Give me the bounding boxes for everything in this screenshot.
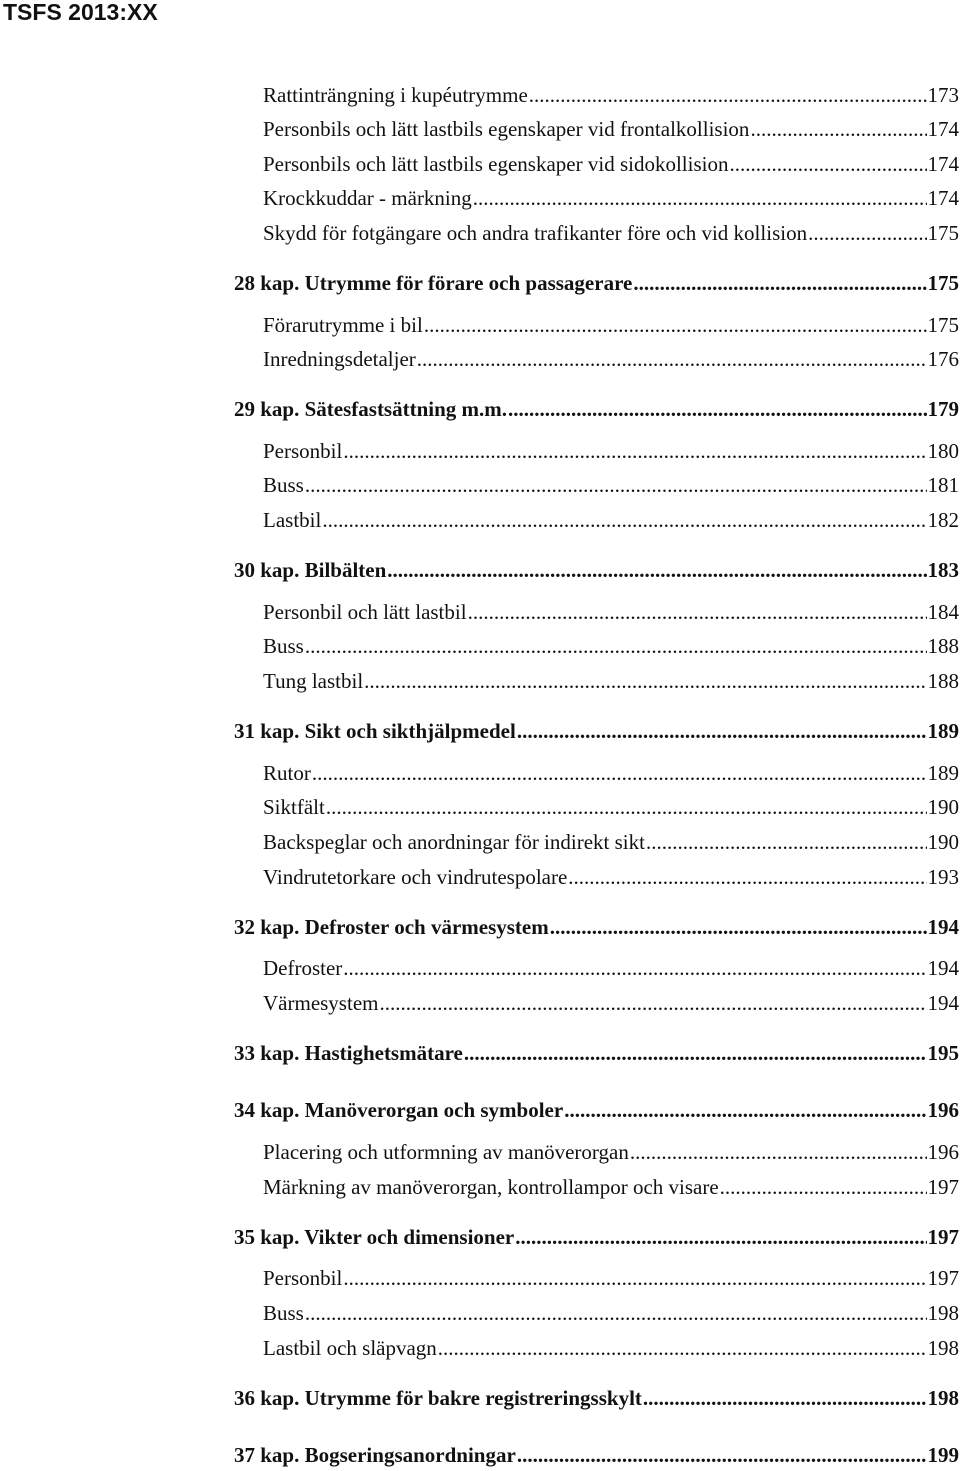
dot-leader	[808, 218, 926, 248]
toc-entry-title: 37 kap. Bogseringsanordningar	[234, 1443, 516, 1467]
toc-section-entry[interactable]	[234, 114, 959, 144]
dot-leader	[508, 394, 926, 424]
dot-leader	[438, 1333, 927, 1363]
toc-page-number: 196	[927, 1098, 959, 1122]
toc-page-number: 194	[927, 956, 959, 980]
dot-leader	[529, 80, 927, 110]
toc-page-number: 197	[927, 1225, 959, 1249]
dot-leader	[720, 1172, 927, 1202]
toc-entry-title: Förarutrymme i bil	[263, 313, 423, 337]
dot-leader	[515, 1222, 926, 1252]
toc-entry-title: Buss	[263, 634, 304, 658]
toc-entry-title: Personbil	[263, 1266, 343, 1290]
dot-leader	[643, 1383, 927, 1413]
toc-entry-title: 32 kap. Defroster och värmesystem	[234, 915, 549, 939]
dot-leader	[424, 310, 927, 340]
toc-chapter-entry[interactable]	[234, 1038, 959, 1068]
dot-leader	[322, 505, 926, 535]
toc-section-entry[interactable]	[234, 597, 959, 627]
toc-page-number: 175	[927, 271, 959, 295]
toc-page-number: 194	[927, 991, 959, 1015]
toc-page-number: 183	[927, 558, 959, 582]
toc-entry-title: Defroster	[263, 956, 343, 980]
toc-page-number: 190	[927, 795, 959, 819]
toc-entry-title: Backspeglar och anordningar för indirekt sikt	[263, 830, 645, 854]
toc-section-entry[interactable]	[234, 1298, 959, 1328]
toc-page-number: 188	[927, 669, 959, 693]
toc-page-number: 189	[927, 761, 959, 785]
dot-leader	[379, 988, 926, 1018]
toc-entry-title: Märkning av manöverorgan, kontrollampor och visare	[263, 1175, 719, 1199]
toc-page-number: 174	[927, 117, 959, 141]
toc-page-number: 180	[927, 439, 959, 463]
toc-chapter-entry[interactable]	[234, 268, 959, 298]
document-header: TSFS 2013:XX	[3, 0, 158, 25]
toc-chapter-entry[interactable]	[234, 1383, 959, 1413]
toc-section-entry[interactable]	[234, 149, 959, 179]
toc-chapter-entry[interactable]	[234, 1222, 959, 1252]
toc-chapter-entry[interactable]	[234, 394, 959, 424]
toc-page-number: 198	[927, 1386, 959, 1410]
toc-entry-title: Siktfält	[263, 795, 325, 819]
dot-leader	[305, 631, 927, 661]
toc-entry-title: 36 kap. Utrymme för bakre registreringsskylt	[234, 1386, 642, 1410]
toc-page-number: 175	[927, 313, 959, 337]
toc-page-number: 175	[927, 221, 959, 245]
toc-entry-title: 34 kap. Manöverorgan och symboler	[234, 1098, 564, 1122]
dot-leader	[312, 758, 927, 788]
dot-leader	[343, 436, 926, 466]
dot-leader	[468, 597, 927, 627]
toc-entry-title: Rutor	[263, 761, 311, 785]
toc-chapter-entry[interactable]	[234, 716, 959, 746]
toc-page-number: 174	[927, 152, 959, 176]
toc-page-number: 173	[927, 83, 959, 107]
dot-leader	[750, 114, 926, 144]
toc-entry-title: 29 kap. Sätesfastsättning m.m.	[234, 397, 508, 421]
toc-section-entry[interactable]	[234, 666, 959, 696]
toc-page-number: 198	[927, 1301, 959, 1325]
dot-leader	[473, 183, 927, 213]
toc-page-number: 195	[927, 1041, 959, 1065]
toc-page-number: 199	[927, 1443, 959, 1467]
dot-leader	[343, 953, 926, 983]
toc-section-entry[interactable]	[234, 1172, 959, 1202]
toc-entry-title: Vindrutetorkare och vindrutespolare	[263, 865, 568, 889]
toc-page-number: 176	[927, 347, 959, 371]
toc-page-number: 196	[927, 1140, 959, 1164]
toc-section-entry[interactable]	[234, 862, 959, 892]
toc-entry-title: 33 kap. Hastighetsmätare	[234, 1041, 463, 1065]
toc-entry-title: 28 kap. Utrymme för förare och passagerare	[234, 271, 633, 295]
dot-leader	[550, 912, 927, 942]
dot-leader	[305, 1298, 927, 1328]
toc-entry-title: Tung lastbil	[263, 669, 364, 693]
toc-entry-title: 31 kap. Sikt och sikthjälpmedel	[234, 719, 516, 743]
dot-leader	[517, 716, 927, 746]
dot-leader	[517, 1440, 927, 1470]
dot-leader	[343, 1263, 926, 1293]
toc-chapter-entry[interactable]	[234, 555, 959, 585]
toc-entry-title: Buss	[263, 1301, 304, 1325]
dot-leader	[387, 555, 926, 585]
toc-section-entry[interactable]	[234, 505, 959, 535]
toc-page-number: 181	[927, 473, 959, 497]
toc-entry-title: 30 kap. Bilbälten	[234, 558, 387, 582]
toc-entry-title: Personbils och lätt lastbils egenskaper vid frontalkollision	[263, 117, 750, 141]
toc-page-number: 179	[927, 397, 959, 421]
toc-page-number: 189	[927, 719, 959, 743]
toc-page-number: 197	[927, 1175, 959, 1199]
toc-section-entry[interactable]	[234, 470, 959, 500]
toc-page-number: 194	[927, 915, 959, 939]
toc-entry-title: Inredningsdetaljer	[263, 347, 416, 371]
toc-section-entry[interactable]	[234, 436, 959, 466]
toc-section-entry[interactable]	[234, 631, 959, 661]
toc-section-entry[interactable]	[234, 310, 959, 340]
dot-leader	[326, 792, 927, 822]
toc-entry-title: Lastbil och släpvagn	[263, 1336, 437, 1360]
toc-page-number: 198	[927, 1336, 959, 1360]
toc-section-entry[interactable]	[234, 1263, 959, 1293]
toc-entry-title: Lastbil	[263, 508, 322, 532]
toc-page-number: 182	[927, 508, 959, 532]
dot-leader	[305, 470, 927, 500]
table-of-contents	[234, 0, 959, 1471]
dot-leader	[364, 666, 926, 696]
toc-chapter-entry[interactable]	[234, 1440, 959, 1470]
toc-entry-title: Värmesystem	[263, 991, 379, 1015]
toc-chapter-entry[interactable]	[234, 912, 959, 942]
toc-section-entry[interactable]	[234, 344, 959, 374]
toc-section-entry[interactable]	[234, 183, 959, 213]
dot-leader	[729, 149, 926, 179]
toc-entry-title: Personbils och lätt lastbils egenskaper vid sidokollision	[263, 152, 729, 176]
toc-chapter-entry[interactable]	[234, 1095, 959, 1125]
dot-leader	[568, 862, 926, 892]
toc-section-entry[interactable]	[234, 953, 959, 983]
toc-entry-title: 35 kap. Vikter och dimensioner	[234, 1225, 515, 1249]
toc-section-entry[interactable]	[234, 1137, 959, 1167]
dot-leader	[633, 268, 926, 298]
dot-leader	[417, 344, 927, 374]
dot-leader	[646, 827, 927, 857]
toc-page-number: 174	[927, 186, 959, 210]
toc-entry-title: Buss	[263, 473, 304, 497]
toc-entry-title: Personbil	[263, 439, 343, 463]
toc-section-entry[interactable]	[234, 827, 959, 857]
toc-entry-title: Rattinträngning i kupéutrymme	[263, 83, 528, 107]
dot-leader	[630, 1137, 927, 1167]
dot-leader	[564, 1095, 926, 1125]
toc-section-entry[interactable]	[234, 218, 959, 248]
toc-page-number: 197	[927, 1266, 959, 1290]
toc-entry-title: Personbil och lätt lastbil	[263, 600, 467, 624]
toc-entry-title: Krockkuddar - märkning	[263, 186, 472, 210]
toc-entry-title: Placering och utformning av manöverorgan	[263, 1140, 629, 1164]
toc-page-number: 184	[927, 600, 959, 624]
toc-section-entry[interactable]	[234, 80, 959, 110]
toc-section-entry[interactable]	[234, 758, 959, 788]
toc-section-entry[interactable]	[234, 792, 959, 822]
dot-leader	[464, 1038, 927, 1068]
toc-section-entry[interactable]	[234, 1333, 959, 1363]
toc-entry-title: Skydd för fotgängare och andra trafikanter före och vid kollision	[263, 221, 808, 245]
toc-page-number: 188	[927, 634, 959, 658]
toc-section-entry[interactable]	[234, 988, 959, 1018]
toc-page-number: 193	[927, 865, 959, 889]
toc-page-number: 190	[927, 830, 959, 854]
